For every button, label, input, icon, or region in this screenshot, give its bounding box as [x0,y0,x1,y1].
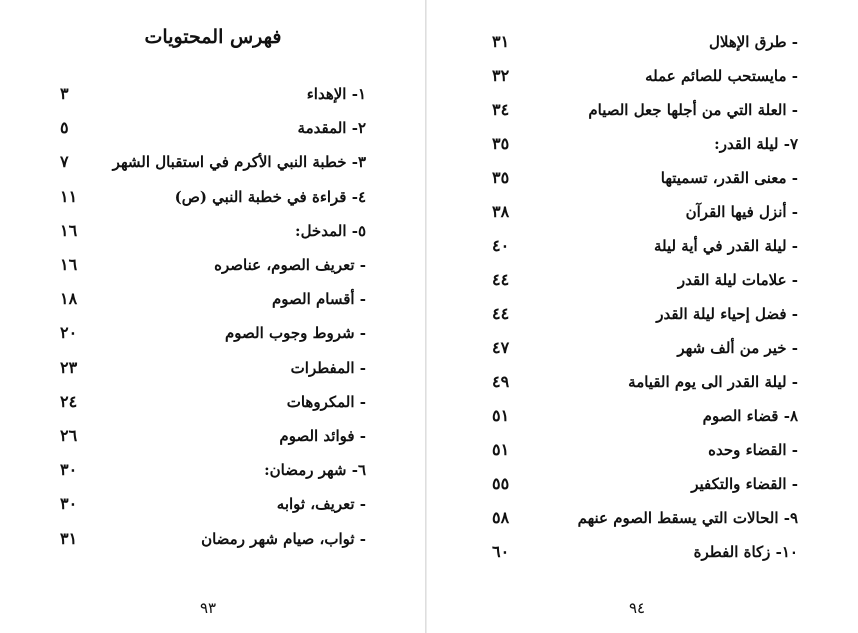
toc-entry-page-number: ٣١ [492,32,510,51]
toc-entry-page-number: ٢٣ [60,357,78,377]
toc-entry [427,130,858,160]
toc-entry [0,354,426,384]
toc-entry-title: ٣- خطبة النبي الأكرم في استقبال الشهر [112,153,366,172]
toc-entry [0,183,426,213]
toc-entry-page-number: ٤٧ [492,338,510,357]
toc-entry-title: - شروط وجوب الصوم [224,324,366,343]
toc-entry-page-number: ٦٠ [492,542,510,561]
toc-entry-title: - القضاء وحده [708,441,798,459]
toc-entry [0,114,426,144]
toc-entry-title: - المفطرات [290,358,366,377]
toc-entry-title: - ليلة القدر في أية ليلة [653,237,798,255]
toc-entry-page-number: ١٦ [60,220,78,240]
toc-entry-page-number: ٤٤ [492,270,510,289]
toc-entry-title: - علامات ليلة القدر [677,271,798,289]
toc-entry-title: - المكروهات [286,392,366,411]
toc-entry-page-number: ٢٦ [60,426,78,445]
toc-entry [427,28,858,58]
toc-entry [427,96,858,126]
toc-entry-page-number: ١١ [60,186,78,206]
toc-entry [427,62,858,92]
toc-entry-page-number: ٣٠ [60,460,78,480]
toc-entry [427,436,858,466]
toc-entry-page-number: ٤٤ [492,304,510,323]
toc-entry-title: - تعريف، ثوابه [276,495,366,514]
toc-entry-title: - طرق الإهلال [708,33,798,51]
toc-entry [427,198,858,228]
toc-entry-page-number: ٣ [60,84,69,103]
toc-entry-page-number: ١٦ [60,255,78,274]
toc-entry-page-number: ٥٥ [492,474,510,493]
toc-entry [427,368,858,398]
page-title: فهرس المحتويات [144,26,282,48]
toc-entry-page-number: ٥٨ [492,508,510,527]
toc-entry-title: - العلة التي من أجلها جعل الصيام [588,101,798,119]
toc-entry-page-number: ٣٤ [492,100,510,119]
toc-entry-title: - القضاء والتكفير [691,475,798,493]
toc-entry-page-number: ٣١ [60,528,78,548]
toc-entry-title: - فوائد الصوم [279,427,366,445]
toc-entry [0,217,426,247]
toc-entry-page-number: ٢٤ [60,391,78,411]
toc-entry-title: ١٠- زكاة الفطرة [693,543,798,561]
toc-entry [427,402,858,432]
toc-entry-title: ٨- قضاء الصوم [702,407,798,425]
toc-entry-title: ٥- المدخل: [295,221,366,240]
toc-entry [0,285,426,315]
page-number: ٩٣ [199,599,217,617]
toc-entry [0,525,426,555]
toc-entry-title: - أنزل فيها القرآن [685,203,798,221]
toc-entry [0,80,426,110]
toc-entry-page-number: ٣٠ [60,494,78,514]
toc-entry-page-number: ٣٥ [492,168,510,187]
toc-entry-title: ٧- ليلة القدر: [714,135,798,153]
toc-entry-title: - ثواب، صيام شهر رمضان [201,529,366,548]
toc-entry-title: ٩- الحالات التي يسقط الصوم عنهم [577,509,798,527]
toc-entry-title: ٢- المقدمة [297,119,366,138]
toc-entry-page-number: ١٨ [60,289,78,309]
toc-entry-page-number: ٣٨ [492,202,510,221]
right-page [427,0,858,633]
toc-entry-title: - مايستحب للصائم عمله [645,67,798,85]
toc-entry-title: - معنى القدر، تسميتها [660,169,798,187]
toc-entry [427,232,858,262]
toc-entry [0,490,426,520]
toc-entry-page-number: ٥١ [492,440,510,459]
toc-entry [427,266,858,296]
toc-entry-page-number: ٤٩ [492,372,510,391]
toc-entry-page-number: ٣٢ [492,66,510,85]
toc-entry [0,422,426,452]
toc-entry-title: - فضل إحياء ليلة القدر [656,305,798,323]
toc-entry-page-number: ٢٠ [60,323,78,343]
toc-entry-page-number: ٤٠ [492,236,510,255]
toc-entry-title: - ليلة القدر الى يوم القيامة [628,373,798,391]
toc-entry-title: ١- الإهداء [306,85,366,103]
toc-entry [0,456,426,486]
toc-entry [427,164,858,194]
toc-entry [427,334,858,364]
toc-entry-page-number: ٥ [60,118,69,138]
toc-entry [0,148,426,178]
toc-entry-title: ٤- قراءة في خطبة النبي (ص) [174,187,366,206]
toc-entry-title: - خير من ألف شهر [677,339,798,357]
left-page [0,0,426,633]
toc-entry-page-number: ٣٥ [492,134,510,153]
toc-entry [0,251,426,281]
toc-entry-title: - تعريف الصوم، عناصره [214,256,366,274]
toc-entry-page-number: ٥١ [492,406,510,425]
toc-entry-title: - أقسام الصوم [271,290,366,309]
toc-entry [427,504,858,534]
toc-entry [427,300,858,330]
toc-entry-page-number: ٧ [60,152,69,172]
toc-entry [0,319,426,349]
page-number: ٩٤ [628,599,646,617]
toc-entry [0,388,426,418]
toc-entry [427,538,858,568]
toc-entry [427,470,858,500]
toc-entry-title: ٦- شهر رمضان: [264,461,366,480]
